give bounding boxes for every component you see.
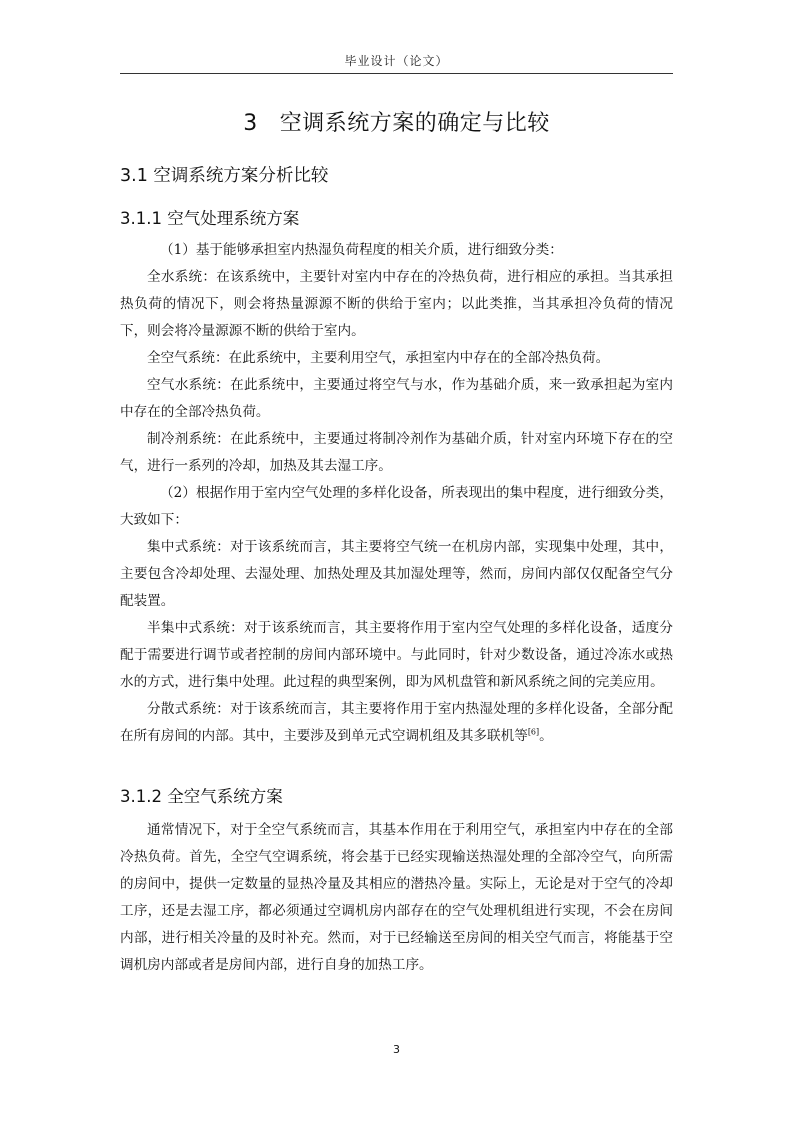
citation: [6] — [527, 727, 540, 737]
subsection-heading-3-1-2: 3.1.2 全空气系统方案 — [120, 787, 283, 806]
page-number: 3 — [393, 1043, 400, 1056]
header-rule — [120, 73, 673, 74]
body-text-3-1-2 — [120, 817, 673, 979]
paragraph-end: 。 — [539, 728, 553, 744]
running-header: 毕业设计（论文） — [344, 54, 449, 68]
paragraph: 全水系统：在该系统中，主要针对室内中存在的冷热负荷，进行相应的承担。当其承担热负荷的情况下，则会将热量源源不断的供给于室内；以此类推，当其承担冷负荷的情况下，则会将冷量源源不断的供给于室内。 — [120, 269, 673, 339]
paragraph: 集中式系统：对于该系统而言，其主要将空气统一在机房内部，实现集中处理，其中，主要包含冷却处理、去湿处理、加热处理及其加湿处理等，然而，房间内部仅仅配备空气分配装置。 — [120, 539, 673, 609]
paragraph — [120, 696, 673, 750]
chapter-title — [120, 106, 673, 137]
body-text-3-1-1 — [120, 237, 673, 750]
subsection-heading-3-1-1: 3.1.1 空气处理系统方案 — [120, 209, 300, 228]
paragraph: （2）根据作用于室内空气处理的多样化设备，所表现出的集中程度，进行细致分类，大致如下： — [120, 485, 673, 528]
chapter-title-text: 空调系统方案的确定与比较 — [279, 111, 550, 136]
paragraph: 空气水系统：在此系统中，主要通过将空气与水，作为基础介质，来一致承担起为室内中存在的全部冷热负荷。 — [120, 377, 673, 420]
paragraph-text: 分散式系统：对于该系统而言，其主要将作用于室内热湿处理的多样化设备，全部分配在所有房间的内部。其中，主要涉及到单元式空调机组及其多联机等 — [120, 701, 673, 744]
chapter-number: 3 — [243, 111, 258, 136]
paragraph: 全空气系统：在此系统中，主要利用空气，承担室内中存在的全部冷热负荷。 — [147, 350, 610, 366]
paragraph: 通常情况下，对于全空气系统而言，其基本作用在于利用空气，承担室内中存在的全部冷热负荷。首先，全空气空调系统，将会基于已经实现输送热湿处理的全部冷空气，向所需的房间中，提供一定数量的显热冷量及其相应的潜热冷量。实际上，无论是对于空气的冷却工序，还是去湿工序，都必须通过空调机房内部存在的空气处理机组进行实现，不会在房间内部，进行相关冷量的及时补充。然而，对于已经输送至房间的相关空气而言，将能基于空调机房内部或者是房间内部，进行自身的加热工序。 — [120, 822, 673, 973]
paragraph: （1）基于能够承担室内热湿负荷程度的相关介质，进行细致分类： — [160, 242, 563, 258]
section-heading-3-1: 3.1 空调系统方案分析比较 — [120, 166, 329, 186]
paragraph: 半集中式系统：对于该系统而言，其主要将作用于室内空气处理的多样化设备，适度分配于需要进行调节或者控制的房间内部环境中。与此同时，针对少数设备，通过冷冻水或热水的方式，进行集中处理。此过程的典型案例，即为风机盘管和新风系统之间的完美应用。 — [120, 620, 673, 690]
paragraph: 制冷剂系统：在此系统中，主要通过将制冷剂作为基础介质，针对室内环境下存在的空气，进行一系列的冷却，加热及其去湿工序。 — [120, 431, 673, 474]
